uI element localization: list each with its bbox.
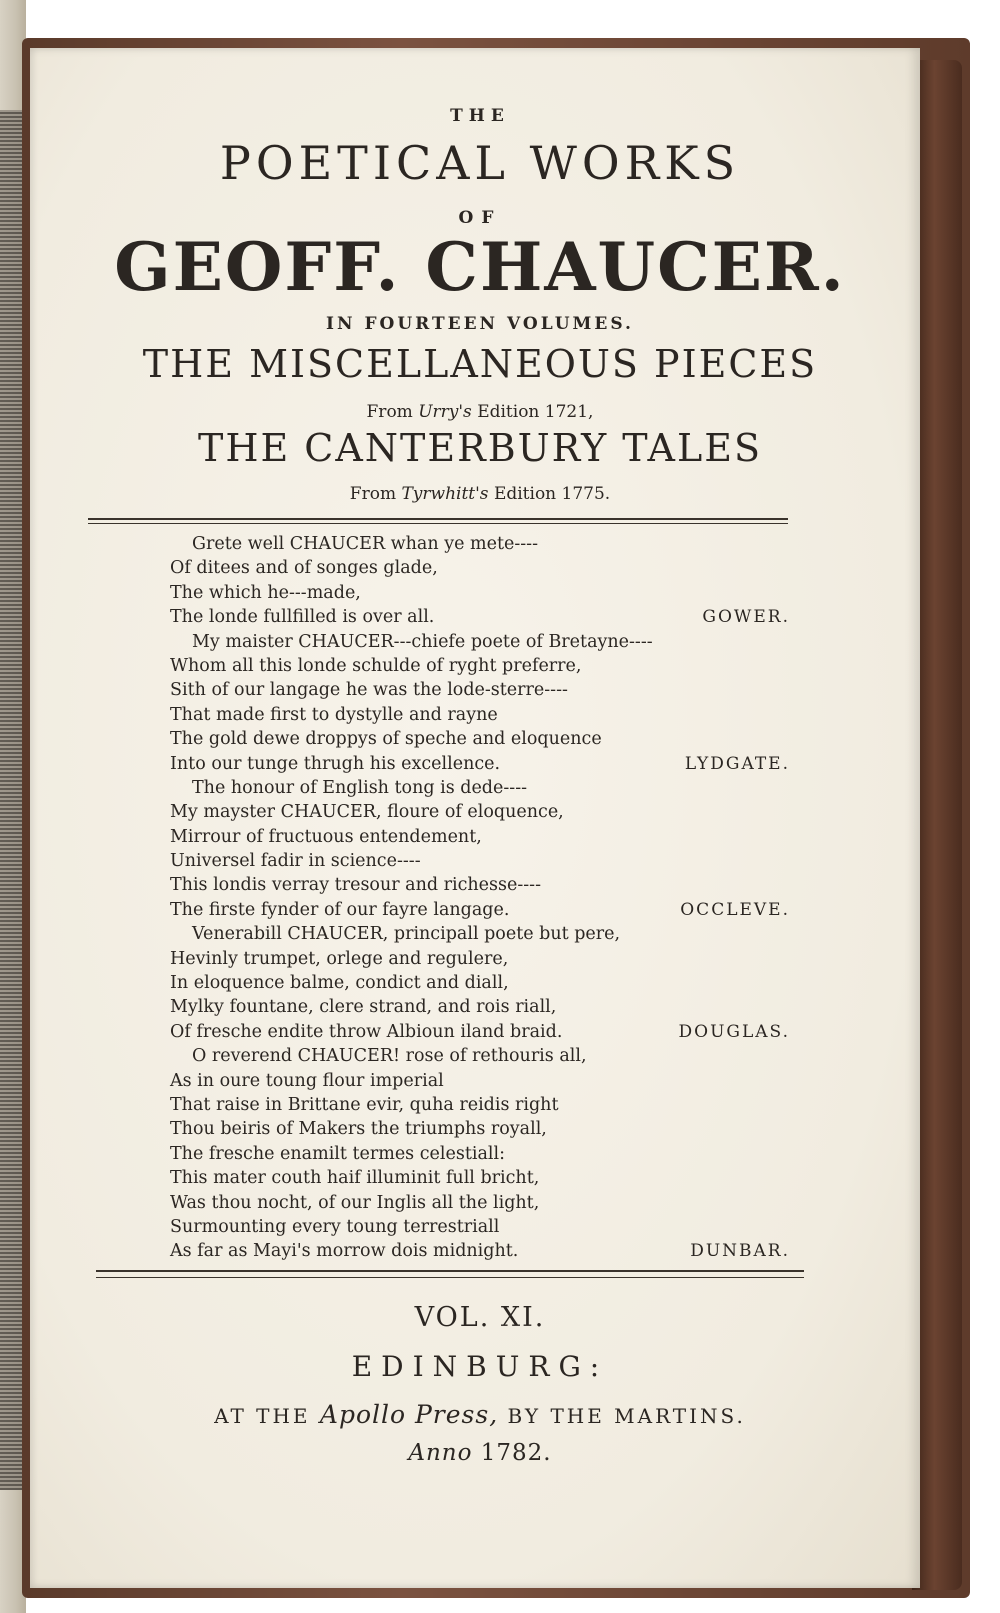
facing-page-engraving bbox=[0, 110, 24, 1490]
attribution-dunbar: DUNBAR. bbox=[690, 1241, 790, 1262]
tyrwhitt-name: Tyrwhitt's bbox=[401, 484, 489, 504]
quote-line: The fresche enamilt termes celestiall: bbox=[170, 1143, 505, 1164]
year-anno: Anno bbox=[408, 1440, 473, 1466]
press-by: BY THE MARTINS. bbox=[507, 1404, 746, 1428]
quote-line: The honour of English tong is dede---- bbox=[192, 777, 528, 798]
urry-name: Urry's bbox=[418, 402, 472, 422]
imprint-press-line bbox=[30, 1400, 930, 1429]
quote-line: My mayster CHAUCER, floure of eloquence, bbox=[170, 802, 564, 823]
urry-edition: Edition 1721, bbox=[477, 402, 594, 422]
author-name: GEOFF. CHAUCER. bbox=[114, 228, 846, 306]
main-title: POETICAL WORKS bbox=[219, 136, 741, 190]
volume-number: VOL. XI. bbox=[414, 1302, 546, 1333]
canterbury-tales-title: THE CANTERBURY TALES bbox=[197, 426, 763, 470]
tyrwhitt-from: From bbox=[349, 484, 397, 504]
attribution-douglas: DOUGLAS. bbox=[678, 1021, 790, 1042]
quote-line: My maister CHAUCER---chiefe poete of Bretayne---- bbox=[192, 631, 653, 652]
miscellaneous-pieces-title: THE MISCELLANEOUS PIECES bbox=[142, 342, 818, 386]
quote-line: Into our tunge thrugh his excellence. LYDGATE. bbox=[170, 752, 790, 776]
quote-line: Hevinly trumpet, orlege and regulere, bbox=[170, 948, 509, 969]
quote-line: That raise in Brittane evir, quha reidis right bbox=[170, 1094, 559, 1115]
tyrwhitt-edition: Edition 1775. bbox=[493, 484, 611, 504]
imprint-city: EDINBURG: bbox=[351, 1350, 609, 1383]
quote-line: That made first to dystylle and rayne bbox=[170, 704, 498, 725]
quote-line: Of fresche endite throw Albioun iland braid. DOUGLAS. bbox=[170, 1020, 790, 1044]
top-rule bbox=[88, 518, 788, 520]
quote-line: O reverend CHAUCER! rose of rethouris all, bbox=[192, 1046, 587, 1067]
quote-line: Mylky fountane, clere strand, and rois riall, bbox=[170, 997, 557, 1018]
quote-line: Universel fadir in science---- bbox=[170, 851, 421, 872]
quote-line: As far as Mayi's morrow dois midnight. DUNBAR. bbox=[170, 1239, 790, 1263]
quote-line: Mirrour of fructuous entendement, bbox=[170, 826, 482, 847]
title-the: THE bbox=[450, 106, 510, 126]
tribute-quotations bbox=[170, 532, 790, 1264]
press-name: Apollo Press, bbox=[319, 1400, 499, 1429]
top-rule-thin bbox=[88, 523, 788, 524]
title-page bbox=[30, 48, 920, 1588]
tyrwhitt-edition-line bbox=[30, 484, 930, 504]
urry-edition-line bbox=[30, 402, 930, 422]
attribution-lydgate: LYDGATE. bbox=[684, 753, 790, 774]
attribution-occleve: OCCLEVE. bbox=[680, 899, 790, 920]
bottom-rule bbox=[96, 1270, 804, 1272]
title-of: OF bbox=[458, 208, 502, 228]
quote-line: The firste fynder of our fayre langage. OCCLEVE. bbox=[170, 898, 790, 922]
quote-line: Surmounting every toung terrestriall bbox=[170, 1216, 500, 1237]
quote-line: This mater couth haif illuminit full bricht, bbox=[170, 1168, 540, 1189]
imprint-year bbox=[30, 1440, 930, 1466]
quote-line: Sith of our langage he was the lode-sterre---- bbox=[170, 680, 568, 701]
bottom-rule-thin bbox=[96, 1277, 804, 1278]
quote-line: Grete well CHAUCER whan ye mete---- bbox=[192, 534, 539, 554]
quote-line: Whom all this londe schulde of ryght preferre, bbox=[170, 655, 582, 676]
urry-from: From bbox=[366, 402, 413, 422]
quote-line: As in oure toung flour imperial bbox=[170, 1070, 444, 1091]
quote-line: Was thou nocht, of our Inglis all the light, bbox=[170, 1192, 540, 1213]
press-at-the: AT THE bbox=[214, 1404, 311, 1428]
quote-line: In eloquence balme, condict and diall, bbox=[170, 973, 509, 994]
attribution-gower: GOWER. bbox=[702, 607, 790, 628]
quote-line: This londis verray tresour and richesse---- bbox=[170, 875, 541, 896]
quote-line: Thou beiris of Makers the triumphs royall, bbox=[170, 1119, 547, 1140]
quote-line: The gold dewe droppys of speche and eloquence bbox=[170, 729, 602, 750]
volumes-line: IN FOURTEEN VOLUMES. bbox=[326, 314, 634, 334]
quote-line: The londe fullfilled is over all. GOWER. bbox=[170, 605, 790, 629]
quote-line: The which he---made, bbox=[170, 582, 361, 603]
year-number: 1782. bbox=[480, 1440, 552, 1466]
quote-line: Of ditees and of songes glade, bbox=[170, 558, 438, 579]
quote-line: Venerabill CHAUCER, principall poete but pere, bbox=[192, 924, 621, 945]
